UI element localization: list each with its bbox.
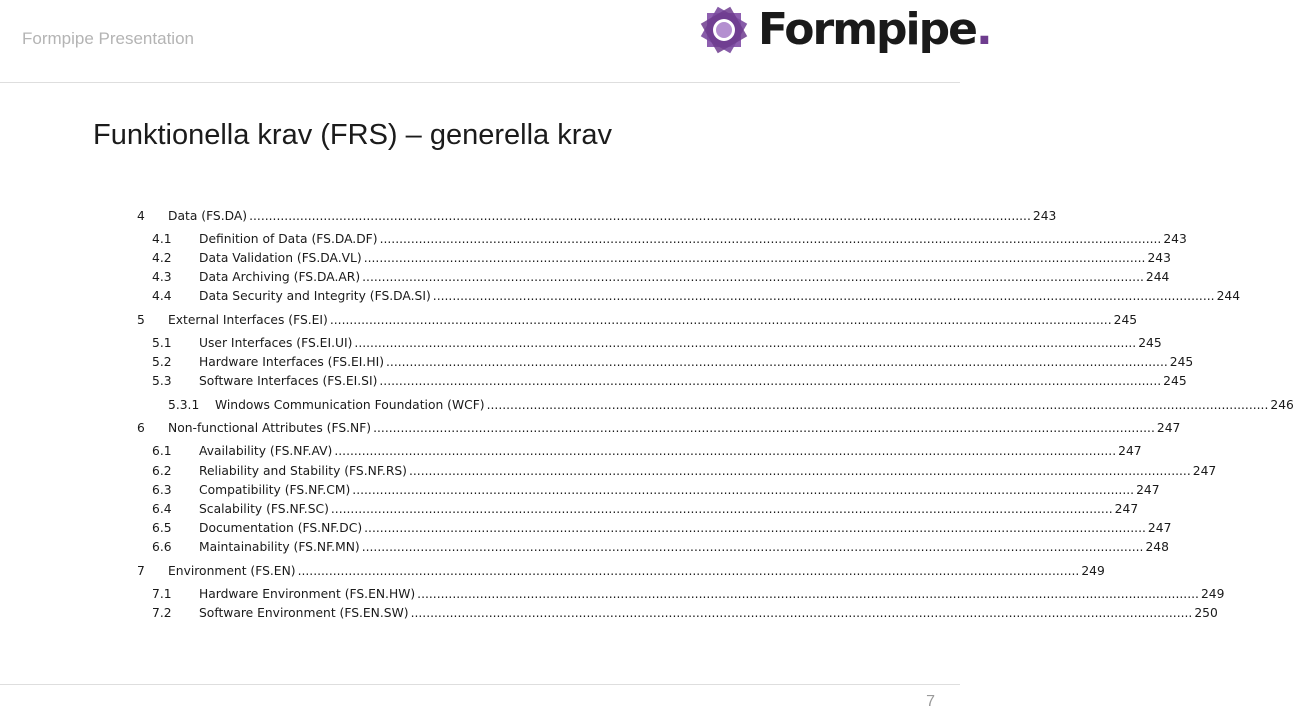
toc-entry-page: 243 (1163, 232, 1187, 246)
toc-entry-number: 4.1 (152, 232, 172, 246)
toc-entry (137, 227, 1187, 246)
formpipe-logo (696, 2, 991, 58)
toc-entry-number: 7 (137, 564, 145, 578)
toc-dot-leader: ........................................................................................................................................................................................................ (354, 336, 1137, 350)
toc-entry-page: 245 (1169, 355, 1194, 369)
toc-entry-number: 7.1 (152, 587, 172, 601)
toc-entry-title: Hardware Interfaces (FS.EI.HI) (199, 355, 384, 369)
toc-entry-title: Documentation (FS.NF.DC) (199, 521, 363, 535)
toc-entry-page: 250 (1194, 606, 1218, 620)
toc-entry-title: Software Environment (FS.EN.SW) (199, 606, 409, 620)
toc-entry-page: 247 (1156, 421, 1181, 435)
toc-entry-title: Maintainability (FS.NF.MN) (199, 540, 360, 554)
toc-dot-leader: ........................................................................................................................................................................................................ (486, 398, 1269, 412)
toc-entry-page: 244 (1145, 270, 1170, 284)
toc-entry (137, 439, 1142, 458)
toc-entry (137, 204, 1057, 223)
toc-entry-number: 5 (137, 313, 145, 327)
toc-entry-number: 5.3.1 (168, 398, 200, 412)
toc-entry-page: 247 (1114, 502, 1139, 516)
toc-entry-page: 245 (1113, 313, 1138, 327)
logo-mark-icon (696, 2, 752, 58)
toc-entry-number: 4.4 (152, 289, 172, 303)
toc-entry-page: 246 (1270, 398, 1294, 412)
toc-dot-leader: ........................................................................................................................................................................................................ (373, 421, 1155, 435)
toc-entry-page: 249 (1200, 587, 1225, 601)
toc-entry-number: 6.1 (152, 444, 172, 458)
toc-dot-leader: ........................................................................................................................................................................................................ (432, 289, 1215, 303)
toc-entry (137, 478, 1160, 497)
toc-dot-leader: ........................................................................................................................................................................................................ (386, 355, 1168, 369)
toc-dot-leader: ........................................................................................................................................................................................................ (410, 606, 1193, 620)
toc-dot-leader: ........................................................................................................................................................................................................ (417, 587, 1199, 601)
toc-entry-number: 4.2 (152, 251, 172, 265)
toc-entry (137, 265, 1170, 284)
toc-entry (137, 284, 1241, 303)
toc-entry-page: 248 (1145, 540, 1169, 554)
toc-entry-title: Environment (FS.EN) (168, 564, 296, 578)
toc-entry-number: 4.3 (152, 270, 172, 284)
toc-entry (137, 350, 1194, 369)
toc-entry-number: 6.2 (152, 464, 172, 478)
toc-entry-number: 5.2 (152, 355, 172, 369)
toc-dot-leader: ........................................................................................................................................................................................................ (334, 444, 1117, 458)
toc-entry (137, 416, 1181, 435)
toc-entry (137, 331, 1162, 350)
toc-entry-number: 6.3 (152, 483, 172, 497)
toc-dot-leader: ........................................................................................................................................................................................................ (364, 521, 1146, 535)
toc-entry-page: 245 (1163, 374, 1187, 388)
toc-dot-leader: ........................................................................................................................................................................................................ (249, 209, 1031, 223)
toc-entry-page: 249 (1081, 564, 1105, 578)
toc-dot-leader: ........................................................................................................................................................................................................ (352, 483, 1135, 497)
toc-dot-leader: ........................................................................................................................................................................................................ (330, 502, 1113, 516)
toc-entry-page: 243 (1147, 251, 1171, 265)
toc-dot-leader: ........................................................................................................................................................................................................ (329, 313, 1112, 327)
footer-divider (0, 684, 960, 685)
toc-entry-title: Data Security and Integrity (FS.DA.SI) (199, 289, 431, 303)
toc-dot-leader: ........................................................................................................................................................................................................ (297, 564, 1080, 578)
toc-entry-number: 5.3 (152, 374, 172, 388)
toc-entry (137, 535, 1169, 554)
toc-dot-leader: ........................................................................................................................................................................................................ (361, 540, 1144, 554)
toc-dot-leader: ........................................................................................................................................................................................................ (379, 374, 1162, 388)
logo-wordmark: Formpipe. (758, 4, 991, 55)
toc-dot-leader: ........................................................................................................................................................................................................ (379, 232, 1162, 246)
toc-dot-leader: ........................................................................................................................................................................................................ (362, 270, 1144, 284)
toc-entry-page: 244 (1216, 289, 1241, 303)
toc-entry (137, 601, 1218, 620)
toc-entry-title: Definition of Data (FS.DA.DF) (199, 232, 378, 246)
toc-entry-title: Reliability and Stability (FS.NF.RS) (199, 464, 407, 478)
slide-title: Funktionella krav (FRS) – generella krav (93, 119, 612, 151)
toc-entry-title: Scalability (FS.NF.SC) (199, 502, 329, 516)
toc-entry-number: 4 (137, 209, 145, 223)
toc-entry (137, 246, 1171, 265)
toc-entry-number: 6 (137, 421, 145, 435)
toc-entry-number: 6.5 (152, 521, 172, 535)
toc-entry-number: 5.1 (152, 336, 172, 350)
toc-entry-title: User Interfaces (FS.EI.UI) (199, 336, 353, 350)
toc-entry (137, 497, 1139, 516)
header-divider (0, 82, 960, 83)
toc-entry-title: Software Interfaces (FS.EI.SI) (199, 374, 378, 388)
toc-entry-title: Availability (FS.NF.AV) (199, 444, 333, 458)
toc-entry-title: External Interfaces (FS.EI) (168, 313, 328, 327)
page-number: 7 (926, 693, 935, 710)
toc-entry-title: Windows Communication Foundation (WCF) (215, 398, 485, 412)
toc-entry-page: 247 (1147, 521, 1172, 535)
toc-entry-number: 6.6 (152, 540, 172, 554)
toc-entry-title: Data Archiving (FS.DA.AR) (199, 270, 361, 284)
toc-entry-title: Hardware Environment (FS.EN.HW) (199, 587, 416, 601)
toc-entry (137, 516, 1172, 535)
toc-entry-number: 7.2 (152, 606, 172, 620)
toc-entry-title: Data Validation (FS.DA.VL) (199, 251, 362, 265)
toc-entry-page: 247 (1192, 464, 1217, 478)
toc-entry (137, 582, 1225, 601)
toc-entry (137, 308, 1138, 327)
toc-entry-number: 6.4 (152, 502, 172, 516)
toc-entry-page: 247 (1136, 483, 1160, 497)
presentation-label: Formpipe Presentation (22, 29, 194, 48)
toc-entry-page: 245 (1138, 336, 1162, 350)
toc-entry (137, 459, 1217, 478)
toc-dot-leader: ........................................................................................................................................................................................................ (363, 251, 1146, 265)
toc-entry-page: 247 (1118, 444, 1142, 458)
toc-entry (137, 369, 1187, 388)
toc-entry-title: Data (FS.DA) (168, 209, 248, 223)
toc-entry (137, 559, 1105, 578)
toc-entry-page: 243 (1032, 209, 1057, 223)
toc-entry (137, 393, 1294, 412)
toc-entry-title: Compatibility (FS.NF.CM) (199, 483, 351, 497)
toc-entry-title: Non-functional Attributes (FS.NF) (168, 421, 372, 435)
toc-dot-leader: ........................................................................................................................................................................................................ (408, 464, 1191, 478)
